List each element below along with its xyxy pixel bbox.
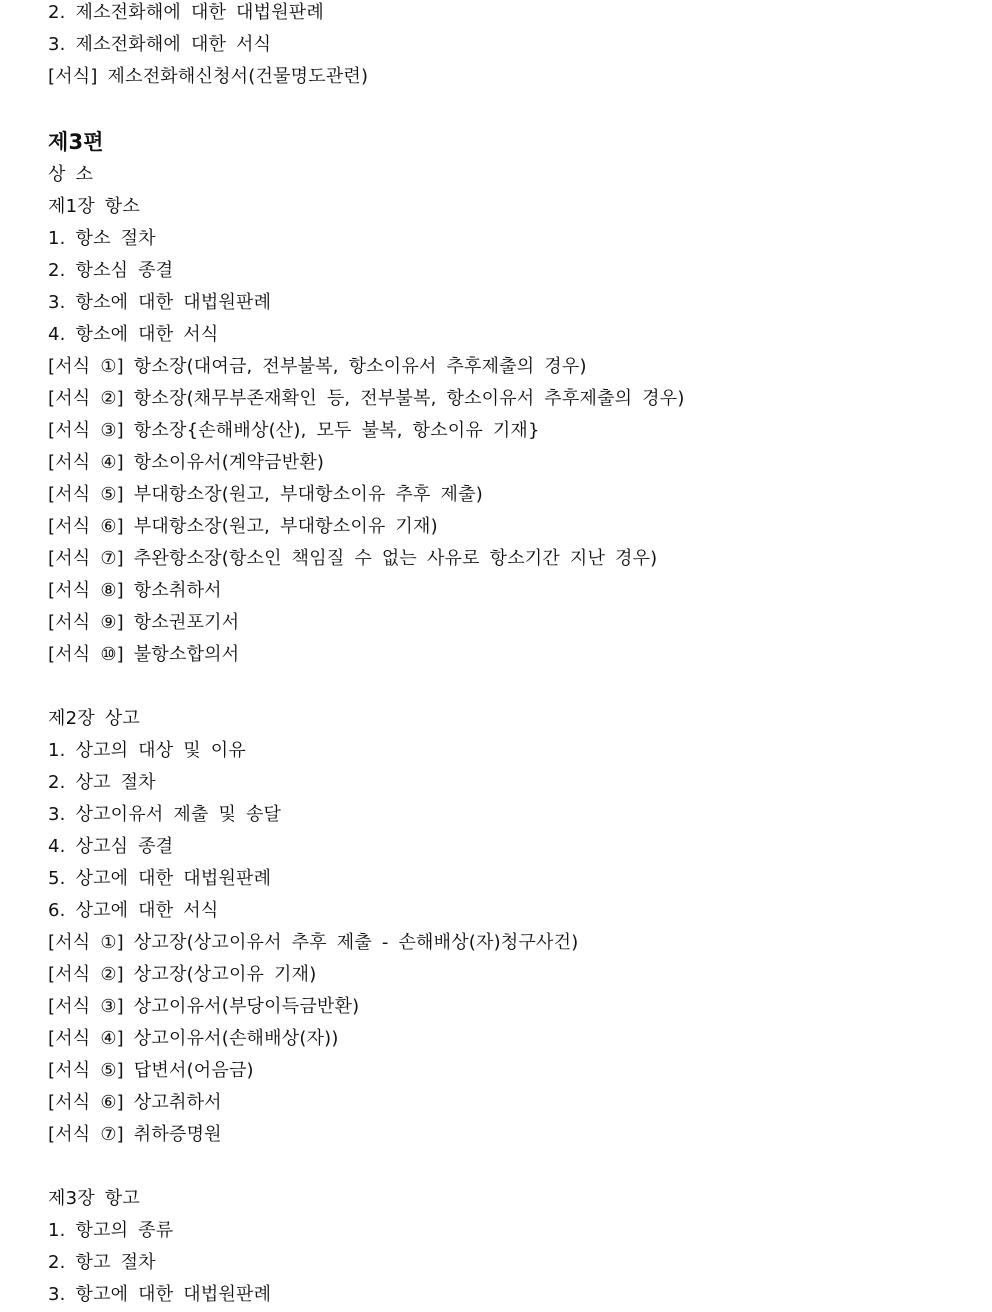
part-heading: 제3편 — [48, 130, 104, 154]
toc-line: 5. 상고에 대한 대법원판례 — [48, 868, 272, 889]
toc-line: [서식 ⑨] 항소권포기서 — [48, 612, 240, 633]
toc-line: [서식 ②] 상고장(상고이유 기재) — [48, 964, 317, 985]
toc-line: [서식 ③] 항소장{손해배상(산), 모두 불복, 항소이유 기재} — [48, 420, 540, 441]
toc-line: 1. 항소 절차 — [48, 228, 156, 249]
toc-line: [서식 ②] 항소장(채무부존재확인 등, 전부불복, 항소이유서 추후제출의 경우) — [48, 388, 685, 409]
toc-line: 제3장 항고 — [48, 1188, 140, 1209]
toc-line: [서식 ⑤] 답변서(어음금) — [48, 1060, 254, 1081]
toc-line: [서식 ⑥] 상고취하서 — [48, 1092, 222, 1113]
toc-line: 상 소 — [48, 164, 94, 185]
toc-line: [서식 ①] 항소장(대여금, 전부불복, 항소이유서 추후제출의 경우) — [48, 356, 587, 377]
toc-line: [서식 ⑧] 항소취하서 — [48, 580, 222, 601]
toc-line: 3. 항소에 대한 대법원판례 — [48, 292, 272, 313]
toc-line: [서식 ⑦] 추완항소장(항소인 책임질 수 없는 사유로 항소기간 지난 경우) — [48, 548, 658, 569]
toc-line: [서식 ⑤] 부대항소장(원고, 부대항소이유 추후 제출) — [48, 484, 483, 505]
toc-line: [서식 ⑩] 불항소합의서 — [48, 644, 240, 665]
toc-line: 1. 상고의 대상 및 이유 — [48, 740, 246, 761]
blank-line — [48, 1151, 968, 1183]
toc-line: [서식 ⑦] 취하증명원 — [48, 1124, 222, 1145]
toc-line: 4. 항소에 대한 서식 — [48, 324, 219, 345]
toc-line: [서식 ③] 상고이유서(부당이득금반환) — [48, 996, 360, 1017]
toc-line: 2. 항소심 종결 — [48, 260, 174, 281]
toc-line: 3. 상고이유서 제출 및 송달 — [48, 804, 282, 825]
toc-line: [서식 ⑥] 부대항소장(원고, 부대항소이유 기재) — [48, 516, 438, 537]
toc-line: 2. 항고 절차 — [48, 1252, 156, 1273]
toc-line: 2. 제소전화해에 대한 대법원판례 — [48, 2, 324, 23]
toc-line: 6. 상고에 대한 서식 — [48, 900, 219, 921]
toc-line: [서식 ④] 상고이유서(손해배상(자)) — [48, 1028, 339, 1049]
toc-line: 제1장 항소 — [48, 196, 140, 217]
toc-line: 2. 상고 절차 — [48, 772, 156, 793]
toc-line: [서식 ①] 상고장(상고이유서 추후 제출 - 손해배상(자)청구사건) — [48, 932, 579, 953]
toc-line: 제2장 상고 — [48, 708, 140, 729]
toc-line: 4. 상고심 종결 — [48, 836, 174, 857]
toc-line: 3. 제소전화해에 대한 서식 — [48, 34, 272, 55]
toc-line: 3. 항고에 대한 대법원판례 — [48, 1284, 272, 1305]
blank-line — [48, 671, 968, 703]
toc-line: [서식 ④] 항소이유서(계약금반환) — [48, 452, 325, 473]
toc-line: 1. 항고의 종류 — [48, 1220, 174, 1241]
blank-line — [48, 93, 968, 125]
toc-line: [서식] 제소전화해신청서(건물명도관련) — [48, 66, 369, 87]
document-body — [48, 0, 968, 1311]
